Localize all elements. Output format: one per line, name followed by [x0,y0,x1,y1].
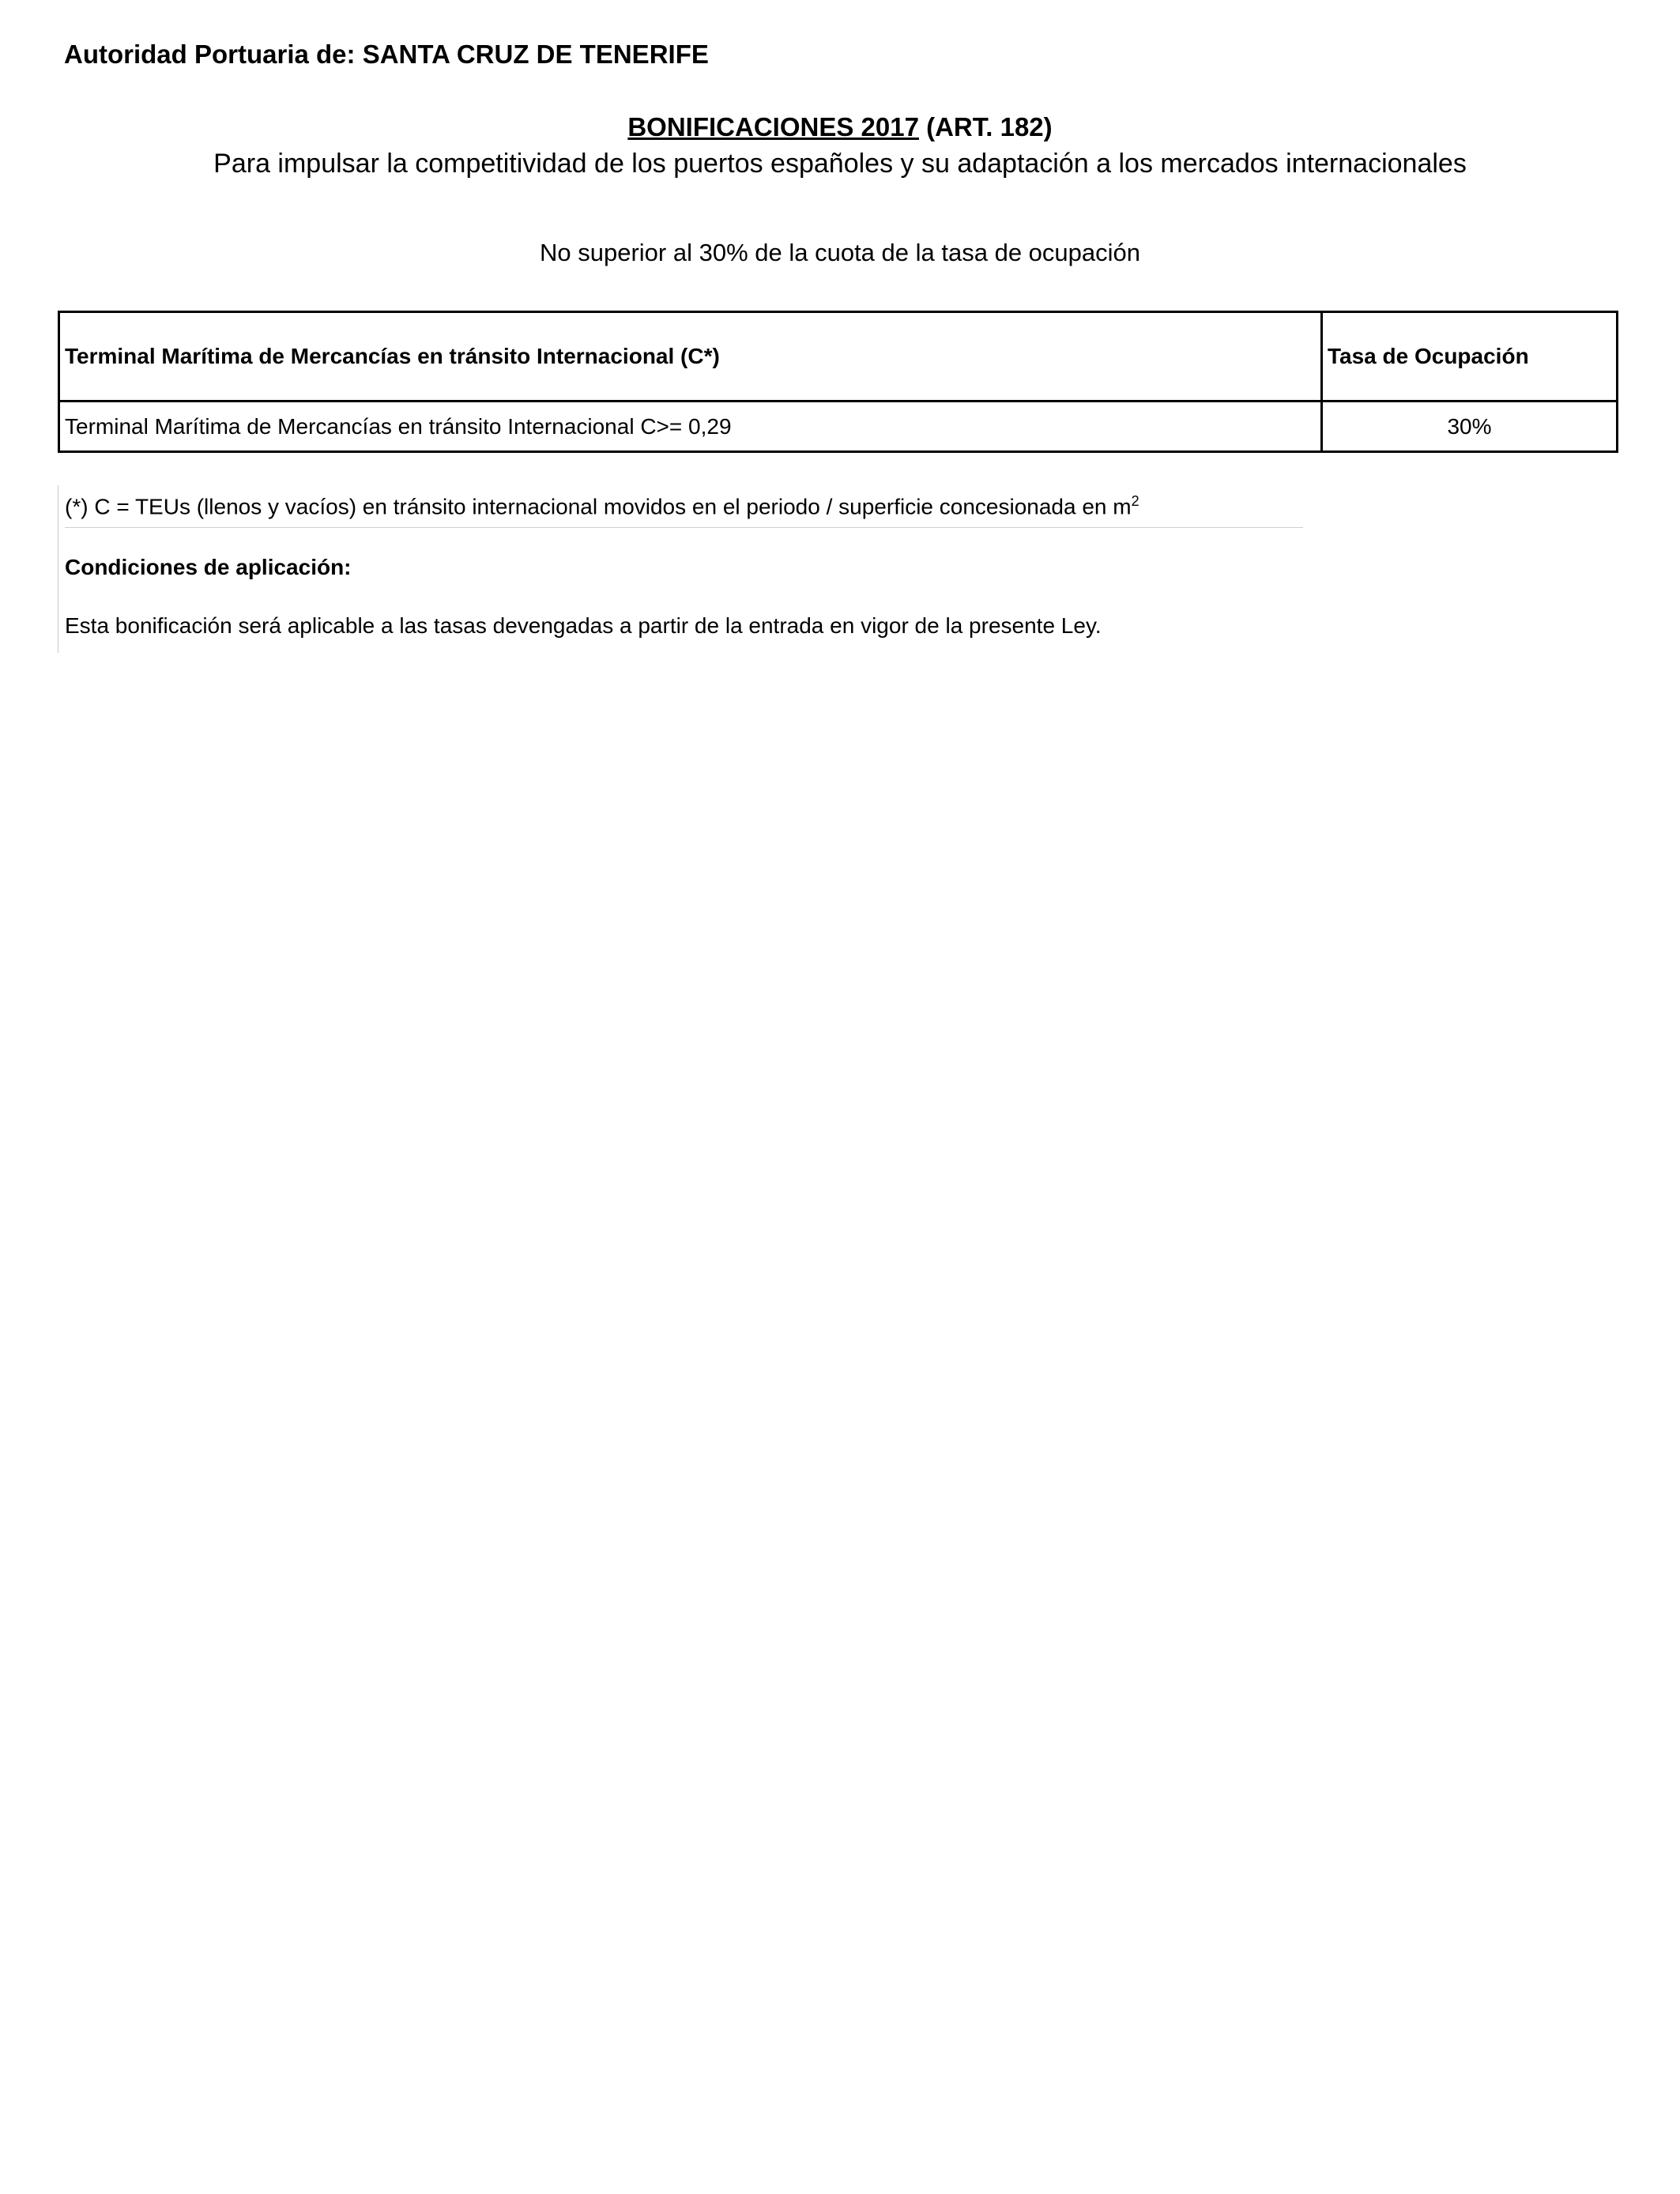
port-authority-heading: Autoridad Portuaria de: SANTA CRUZ DE TENERIFE [64,40,709,69]
bonus-limit-note: No superior al 30% de la cuota de la tasa de ocupación [540,239,1140,266]
table-row [59,401,1618,452]
conditions-text: Esta bonificación será aplicable a las tasas devengadas a partir de la entrada en vigor de la presente Ley. [65,613,1102,638]
title-main: BONIFICACIONES 2017 [627,112,919,141]
footnote-text: (*) C = TEUs (llenos y vacíos) en tránsito internacional movidos en el periodo / superficie concesionada en m [65,494,1132,519]
footnote [65,493,1303,528]
conditions-heading: Condiciones de aplicación: [65,555,352,579]
footnote-superscript: 2 [1131,493,1139,509]
notes-section [58,485,1303,653]
cell-rate: 30% [1322,401,1618,452]
title-article: (ART. 182) [918,112,1053,141]
table-header-row [59,312,1618,401]
bonus-table [58,311,1618,453]
column-header-terminal: Terminal Marítima de Mercancías en tránsito Internacional (C*) [59,312,1322,401]
cell-terminal: Terminal Marítima de Mercancías en tránsito Internacional C>= 0,29 [59,401,1322,452]
column-header-rate: Tasa de Ocupación [1322,312,1618,401]
document-title [0,112,1680,142]
document-subtitle: Para impulsar la competitividad de los puertos españoles y su adaptación a los mercados internacionales [213,149,1467,179]
